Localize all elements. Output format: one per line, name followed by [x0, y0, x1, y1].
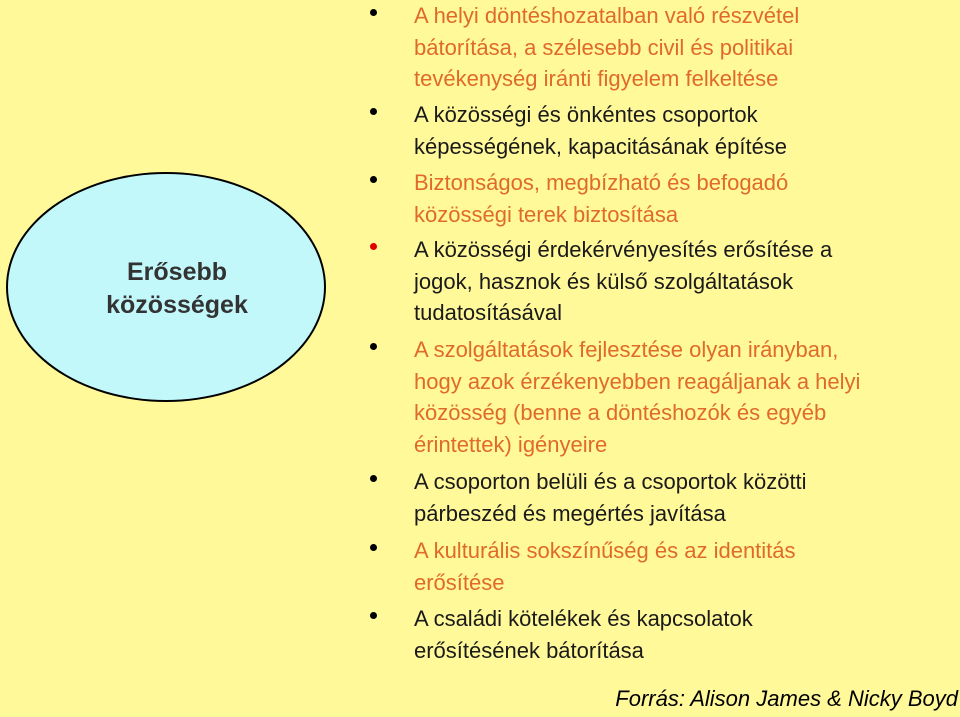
list-item-text: A családi kötelékek és kapcsolatok erősítésének bátorítása	[414, 606, 753, 663]
list-item	[370, 334, 958, 460]
list-item-text: A helyi döntéshozatalban való részvétel bátorítása, a szélesebb civil és politikai tevékenység iránti figyelem felkeltése	[414, 3, 800, 91]
bullet-icon	[370, 243, 377, 250]
bullet-icon	[370, 176, 377, 183]
list-item-text: A kulturális sokszínűség és az identitás erősítése	[414, 538, 796, 595]
bullet-icon	[370, 9, 377, 16]
bullet-icon	[370, 108, 377, 115]
list-item-text: Biztonságos, megbízható és befogadó közösségi terek biztosítása	[414, 170, 789, 227]
list-item-text: A közösségi érdekérvényesítés erősítése a jogok, hasznok és külső szolgáltatások tudatosításával	[414, 237, 833, 325]
circle-title: Erősebb közösségek	[106, 258, 248, 319]
list-item	[370, 466, 958, 529]
list-item	[370, 99, 958, 162]
list-item	[370, 0, 958, 95]
list-item	[370, 603, 958, 666]
list-item-text: A szolgáltatások fejlesztése olyan irányban, hogy azok érzékenyebben reagáljanak a helyi közösség (benne a döntéshozók és egyéb érintettek) igényeire	[414, 337, 861, 457]
bullet-icon	[370, 475, 377, 482]
topic-circle	[6, 172, 326, 402]
list-item	[370, 535, 958, 598]
list-item	[370, 167, 958, 230]
list-item	[370, 234, 958, 329]
list-item-text: A közösségi és önkéntes csoportok képességének, kapacitásának építése	[414, 102, 788, 159]
source-credit: Forrás: Alison James & Nicky Boyd	[615, 686, 958, 711]
bullet-icon	[370, 612, 377, 619]
bullet-icon	[370, 343, 377, 350]
list-item-text: A csoporton belüli és a csoportok közötti párbeszéd és megértés javítása	[414, 469, 807, 526]
bullet-icon	[370, 544, 377, 551]
